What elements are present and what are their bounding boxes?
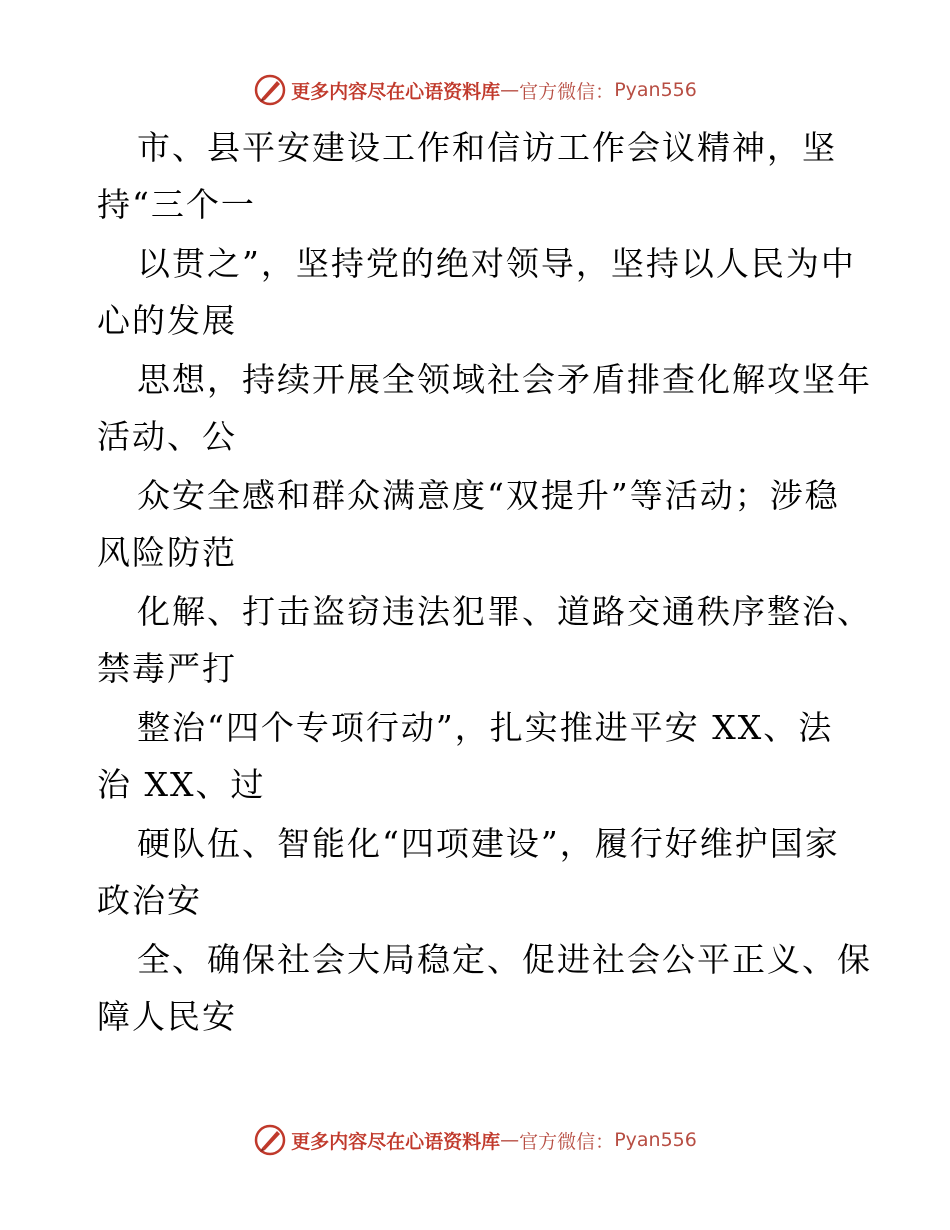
body-line: 活动、公 [97, 417, 237, 456]
watermark-main-text: 更多内容尽在心语资料库 [291, 1130, 501, 1153]
watermark-handle: Pyan556 [614, 79, 697, 101]
quill-logo-icon [253, 73, 287, 107]
body-line: 众安全感和群众满意度“双提升”等活动；涉稳 [137, 476, 840, 515]
body-line: 全、确保社会大局稳定、促进社会公平正义、保 [137, 940, 872, 979]
body-line: 心的发展 [97, 301, 237, 340]
header-watermark [0, 70, 950, 110]
quill-logo-icon [253, 1123, 287, 1157]
watermark-dash: — [500, 1129, 520, 1151]
watermark-dash: — [500, 79, 520, 101]
body-line: 思想，持续开展全领域社会矛盾排查化解攻坚年 [137, 360, 872, 399]
watermark-main-text: 更多内容尽在心语资料库 [291, 80, 501, 103]
body-line: 持“三个一 [97, 185, 256, 224]
body-line: 硬队伍、智能化“四项建设”，履行好维护国家 [137, 824, 840, 863]
body-line: 化解、打击盗窃违法犯罪、道路交通秩序整治、 [137, 592, 872, 631]
body-line: 障人民安 [97, 997, 237, 1036]
watermark-sub-text: 官方微信： [519, 80, 615, 103]
body-line: 政治安 [97, 881, 202, 920]
body-line: 禁毒严打 [97, 649, 237, 688]
watermark-sub-text: 官方微信： [519, 1130, 615, 1153]
body-line: 风险防范 [97, 533, 237, 572]
body-line: 市、县平安建设工作和信访工作会议精神，坚 [137, 128, 837, 167]
body-line: 整治“四个专项行动”，扎实推进平安 XX、法 [137, 708, 834, 747]
body-line: 治 XX、过 [97, 765, 266, 804]
watermark-handle: Pyan556 [614, 1129, 697, 1151]
body-line: 以贯之”，坚持党的绝对领导，坚持以人民为中 [137, 244, 856, 283]
footer-watermark [0, 1120, 950, 1160]
